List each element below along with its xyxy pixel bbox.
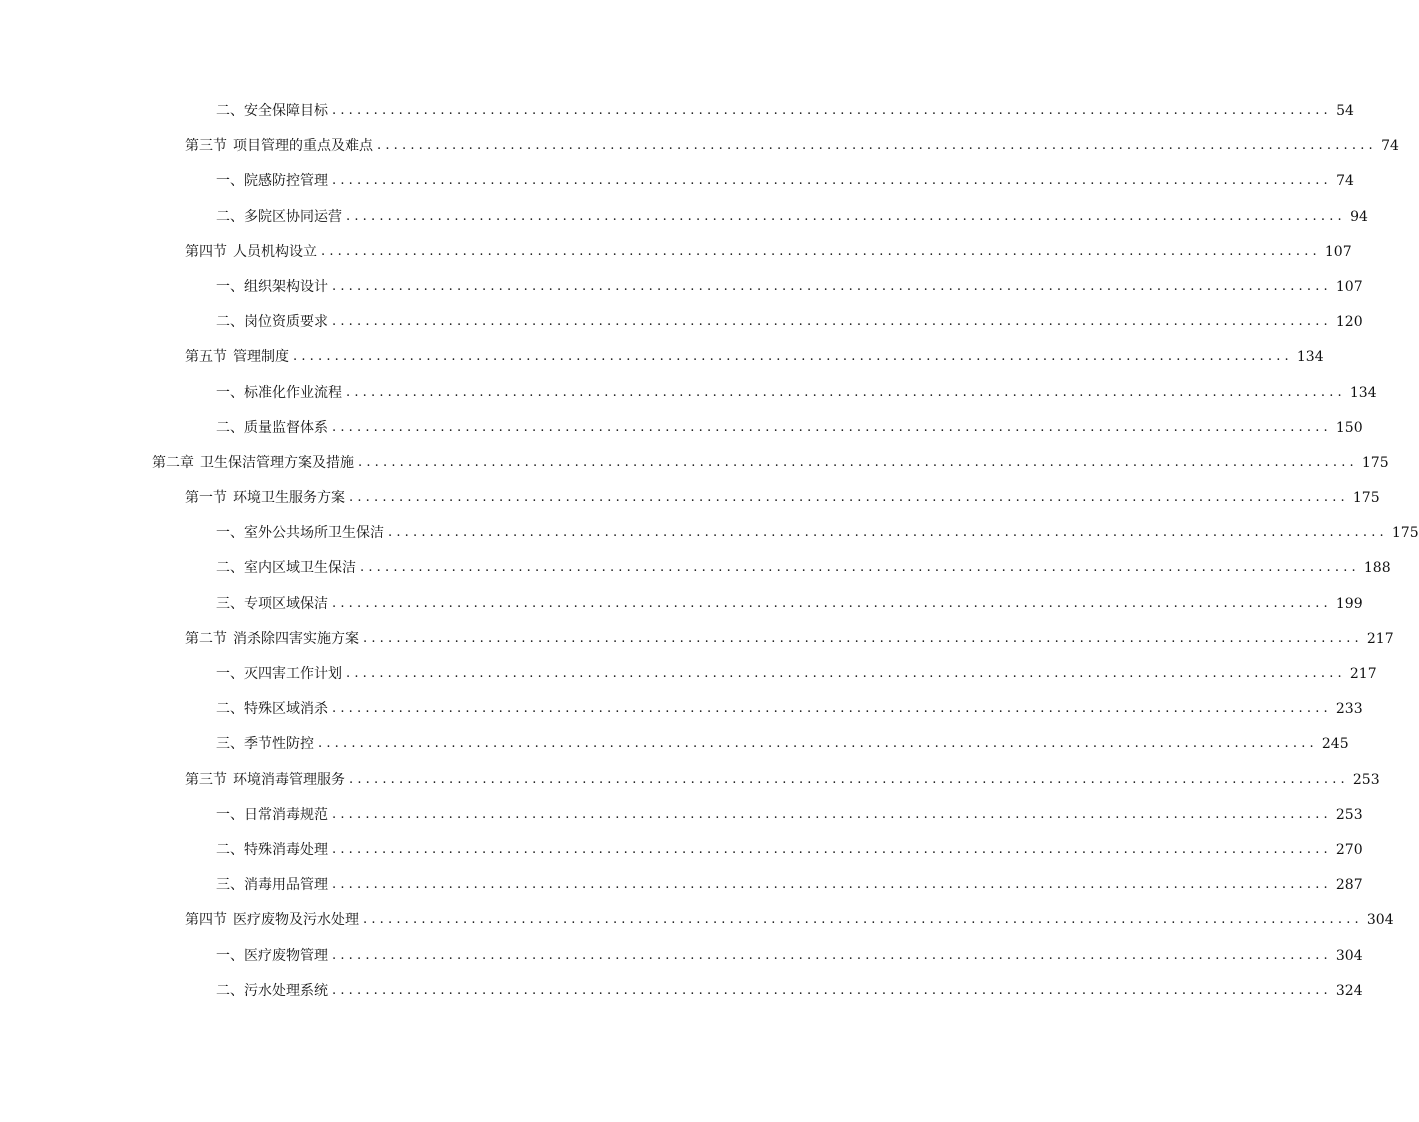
toc-entry-number: 一、 [216,666,244,682]
toc-subsection-entry[interactable] [0,691,1363,726]
toc-section-entry[interactable] [0,234,1352,269]
toc-dot-leader: ........................................................................................................................ [318,736,1318,752]
toc-page-number: 150 [1335,419,1363,436]
toc-dot-leader: ........................................................................................................................ [346,208,1346,224]
toc-page-number: 107 [1335,278,1363,295]
toc-page-number: 287 [1335,877,1363,894]
toc-entry-number: 第二章 [152,454,194,471]
toc-subsection-entry[interactable] [0,375,1377,410]
toc-subsection-entry[interactable] [0,832,1363,867]
toc-entry-number: 第三节 [185,138,227,155]
toc-dot-leader: ........................................................................................................................ [332,595,1332,611]
toc-dot-leader: ........................................................................................................................ [349,771,1349,787]
toc-page-number: 54 [1336,103,1354,119]
toc-subsection-entry[interactable] [0,304,1363,339]
toc-entry-line [216,805,1363,825]
toc-entry-line [216,875,1363,895]
toc-entry-title: 质量监督体系 [244,419,328,436]
toc-page-number: 217 [1349,666,1377,682]
toc-page-number: 74 [1336,173,1354,190]
toc-entry-number: 二、 [216,419,244,436]
toc-dot-leader: ........................................................................................................................ [358,454,1358,470]
toc-entry-title: 环境消毒管理服务 [233,771,345,788]
toc-entry-number: 第一节 [185,490,227,507]
toc-entry-number: 二、 [216,103,244,119]
toc-entry-line [216,383,1377,403]
toc-entry-number: 一、 [216,947,244,964]
toc-entry-title: 室内区域卫生保洁 [244,560,356,577]
toc-page-number: 245 [1321,736,1349,753]
toc-entry-title: 特殊区域消杀 [244,701,328,718]
toc-entry-line [152,453,1389,473]
toc-subsection-entry[interactable] [0,656,1377,691]
toc-dot-leader: ........................................................................................................................ [346,384,1346,400]
toc-entry-line [216,840,1363,860]
toc-entry-line [185,770,1380,790]
toc-entry-number: 第四节 [185,243,227,260]
toc-entry-title: 日常消毒规范 [244,806,328,823]
toc-page-number: 94 [1350,208,1368,225]
toc-entry-title: 项目管理的重点及难点 [233,138,373,155]
toc-page-number: 233 [1335,701,1363,718]
toc-subsection-entry[interactable] [0,269,1363,304]
toc-section-entry[interactable] [0,128,1399,163]
toc-entry-line [216,101,1354,121]
toc-dot-leader: ........................................................................................................................ [332,173,1332,189]
toc-entry-title: 季节性防控 [244,736,314,753]
toc-entry-title: 管理制度 [233,349,289,366]
toc-subsection-entry[interactable] [0,867,1363,902]
toc-subsection-entry[interactable] [0,163,1354,198]
toc-subsection-entry[interactable] [0,586,1363,621]
toc-subsection-entry[interactable] [0,973,1363,1008]
toc-entry-title: 岗位资质要求 [244,314,328,331]
toc-entry-number: 第二节 [185,630,227,647]
toc-page-number: 270 [1335,841,1363,858]
toc-subsection-entry[interactable] [0,515,1419,550]
toc-dot-leader: ........................................................................................................................ [332,103,1332,118]
toc-dot-leader: ........................................................................................................................ [332,419,1332,435]
toc-page-number: 253 [1335,806,1363,823]
toc-page-number: 324 [1335,982,1363,999]
toc-page-number: 134 [1296,349,1324,366]
toc-entry-title: 消毒用品管理 [244,877,328,894]
toc-entry-title: 医疗废物及污水处理 [233,912,359,929]
toc-entry-line [216,664,1377,684]
toc-entry-line [216,699,1363,719]
toc-entry-title: 组织架构设计 [244,278,328,295]
toc-entry-line [185,136,1399,156]
toc-entry-title: 安全保障目标 [244,103,328,119]
toc-page-number: 134 [1349,384,1377,401]
toc-page-number: 304 [1366,912,1394,929]
toc-dot-leader: ........................................................................................................................ [349,490,1349,506]
toc-entry-title: 医疗废物管理 [244,947,328,964]
toc-page-number: 199 [1335,595,1363,612]
toc-dot-leader: ........................................................................................................................ [332,982,1332,998]
toc-entry-number: 二、 [216,560,244,577]
toc-entry-line [216,594,1363,614]
toc-subsection-entry[interactable] [0,199,1368,234]
toc-page-number: 120 [1335,314,1363,331]
toc-dot-leader: ........................................................................................................................ [332,841,1332,857]
toc-page-number: 188 [1363,560,1391,577]
toc-entry-line [216,171,1354,191]
toc-page-number: 217 [1366,630,1394,647]
toc-entry-title: 特殊消毒处理 [244,841,328,858]
toc-dot-leader: ........................................................................................................................ [332,278,1332,294]
toc-subsection-entry[interactable] [0,938,1363,973]
toc-dot-leader: ........................................................................................................................ [321,243,1321,259]
toc-entry-title: 专项区域保洁 [244,595,328,612]
table-of-contents [0,93,1419,1008]
toc-entry-number: 二、 [216,208,244,225]
toc-entry-number: 一、 [216,806,244,823]
toc-entry-number: 一、 [216,173,244,190]
toc-dot-leader: ........................................................................................................................ [377,138,1377,154]
toc-entry-title: 多院区协同运营 [244,208,342,225]
toc-entry-number: 一、 [216,525,244,542]
toc-entry-number: 三、 [216,877,244,894]
toc-subsection-entry[interactable] [0,550,1391,585]
toc-subsection-entry[interactable] [0,797,1363,832]
toc-page-number: 304 [1335,947,1363,964]
toc-dot-leader: ........................................................................................................................ [332,314,1332,330]
toc-entry-title: 人员机构设立 [233,243,317,260]
toc-entry-number: 第五节 [185,349,227,366]
toc-page-number: 175 [1352,490,1380,507]
toc-page-number: 74 [1381,138,1399,155]
toc-section-entry[interactable] [0,621,1394,656]
toc-dot-leader: ........................................................................................................................ [293,349,1293,365]
toc-entry-line [216,981,1363,1001]
toc-subsection-entry[interactable] [0,410,1363,445]
toc-entry-line [185,347,1324,367]
toc-chapter-entry[interactable] [0,445,1389,480]
toc-entry-line [216,312,1363,332]
toc-page-number: 253 [1352,771,1380,788]
toc-entry-title: 标准化作业流程 [244,384,342,401]
toc-entry-title: 环境卫生服务方案 [233,490,345,507]
toc-entry-line [185,910,1394,930]
toc-dot-leader: ........................................................................................................................ [363,630,1363,646]
toc-dot-leader: ........................................................................................................................ [363,912,1363,928]
toc-entry-number: 二、 [216,701,244,718]
toc-dot-leader: ........................................................................................................................ [388,525,1388,541]
toc-entry-title: 院感防控管理 [244,173,328,190]
toc-entry-number: 第三节 [185,771,227,788]
toc-entry-title: 消杀除四害实施方案 [233,630,359,647]
toc-entry-number: 第四节 [185,912,227,929]
toc-entry-number: 二、 [216,841,244,858]
toc-entry-number: 一、 [216,384,244,401]
toc-section-entry[interactable] [0,762,1380,797]
toc-entry-line [216,558,1391,578]
toc-entry-number: 二、 [216,314,244,331]
toc-entry-line [185,488,1380,508]
toc-entry-line [216,207,1368,227]
toc-entry-line [185,629,1394,649]
toc-page-number: 107 [1324,243,1352,260]
toc-entry-number: 三、 [216,736,244,753]
toc-entry-title: 灭四害工作计划 [244,666,342,682]
toc-dot-leader: ........................................................................................................................ [332,701,1332,717]
toc-entry-title: 室外公共场所卫生保洁 [244,525,384,542]
toc-entry-line [185,242,1352,262]
toc-entry-line [216,734,1349,754]
toc-page-number: 175 [1361,454,1389,471]
toc-entry-line [216,418,1363,438]
toc-subsection-entry[interactable] [0,93,1354,128]
toc-entry-line [216,946,1363,966]
toc-dot-leader: ........................................................................................................................ [332,877,1332,893]
toc-section-entry[interactable] [0,339,1324,374]
toc-entry-number: 一、 [216,278,244,295]
toc-dot-leader: ........................................................................................................................ [332,806,1332,822]
toc-section-entry[interactable] [0,480,1380,515]
toc-entry-number: 二、 [216,982,244,999]
toc-dot-leader: ........................................................................................................................ [346,666,1346,681]
toc-page-number: 175 [1391,525,1419,542]
toc-entry-title: 污水处理系统 [244,982,328,999]
toc-dot-leader: ........................................................................................................................ [332,947,1332,963]
toc-entry-line [216,523,1419,543]
toc-entry-number: 三、 [216,595,244,612]
toc-entry-title: 卫生保洁管理方案及措施 [200,454,354,471]
toc-subsection-entry[interactable] [0,726,1349,761]
toc-entry-line [216,277,1363,297]
toc-dot-leader: ........................................................................................................................ [360,560,1360,576]
toc-section-entry[interactable] [0,902,1394,937]
